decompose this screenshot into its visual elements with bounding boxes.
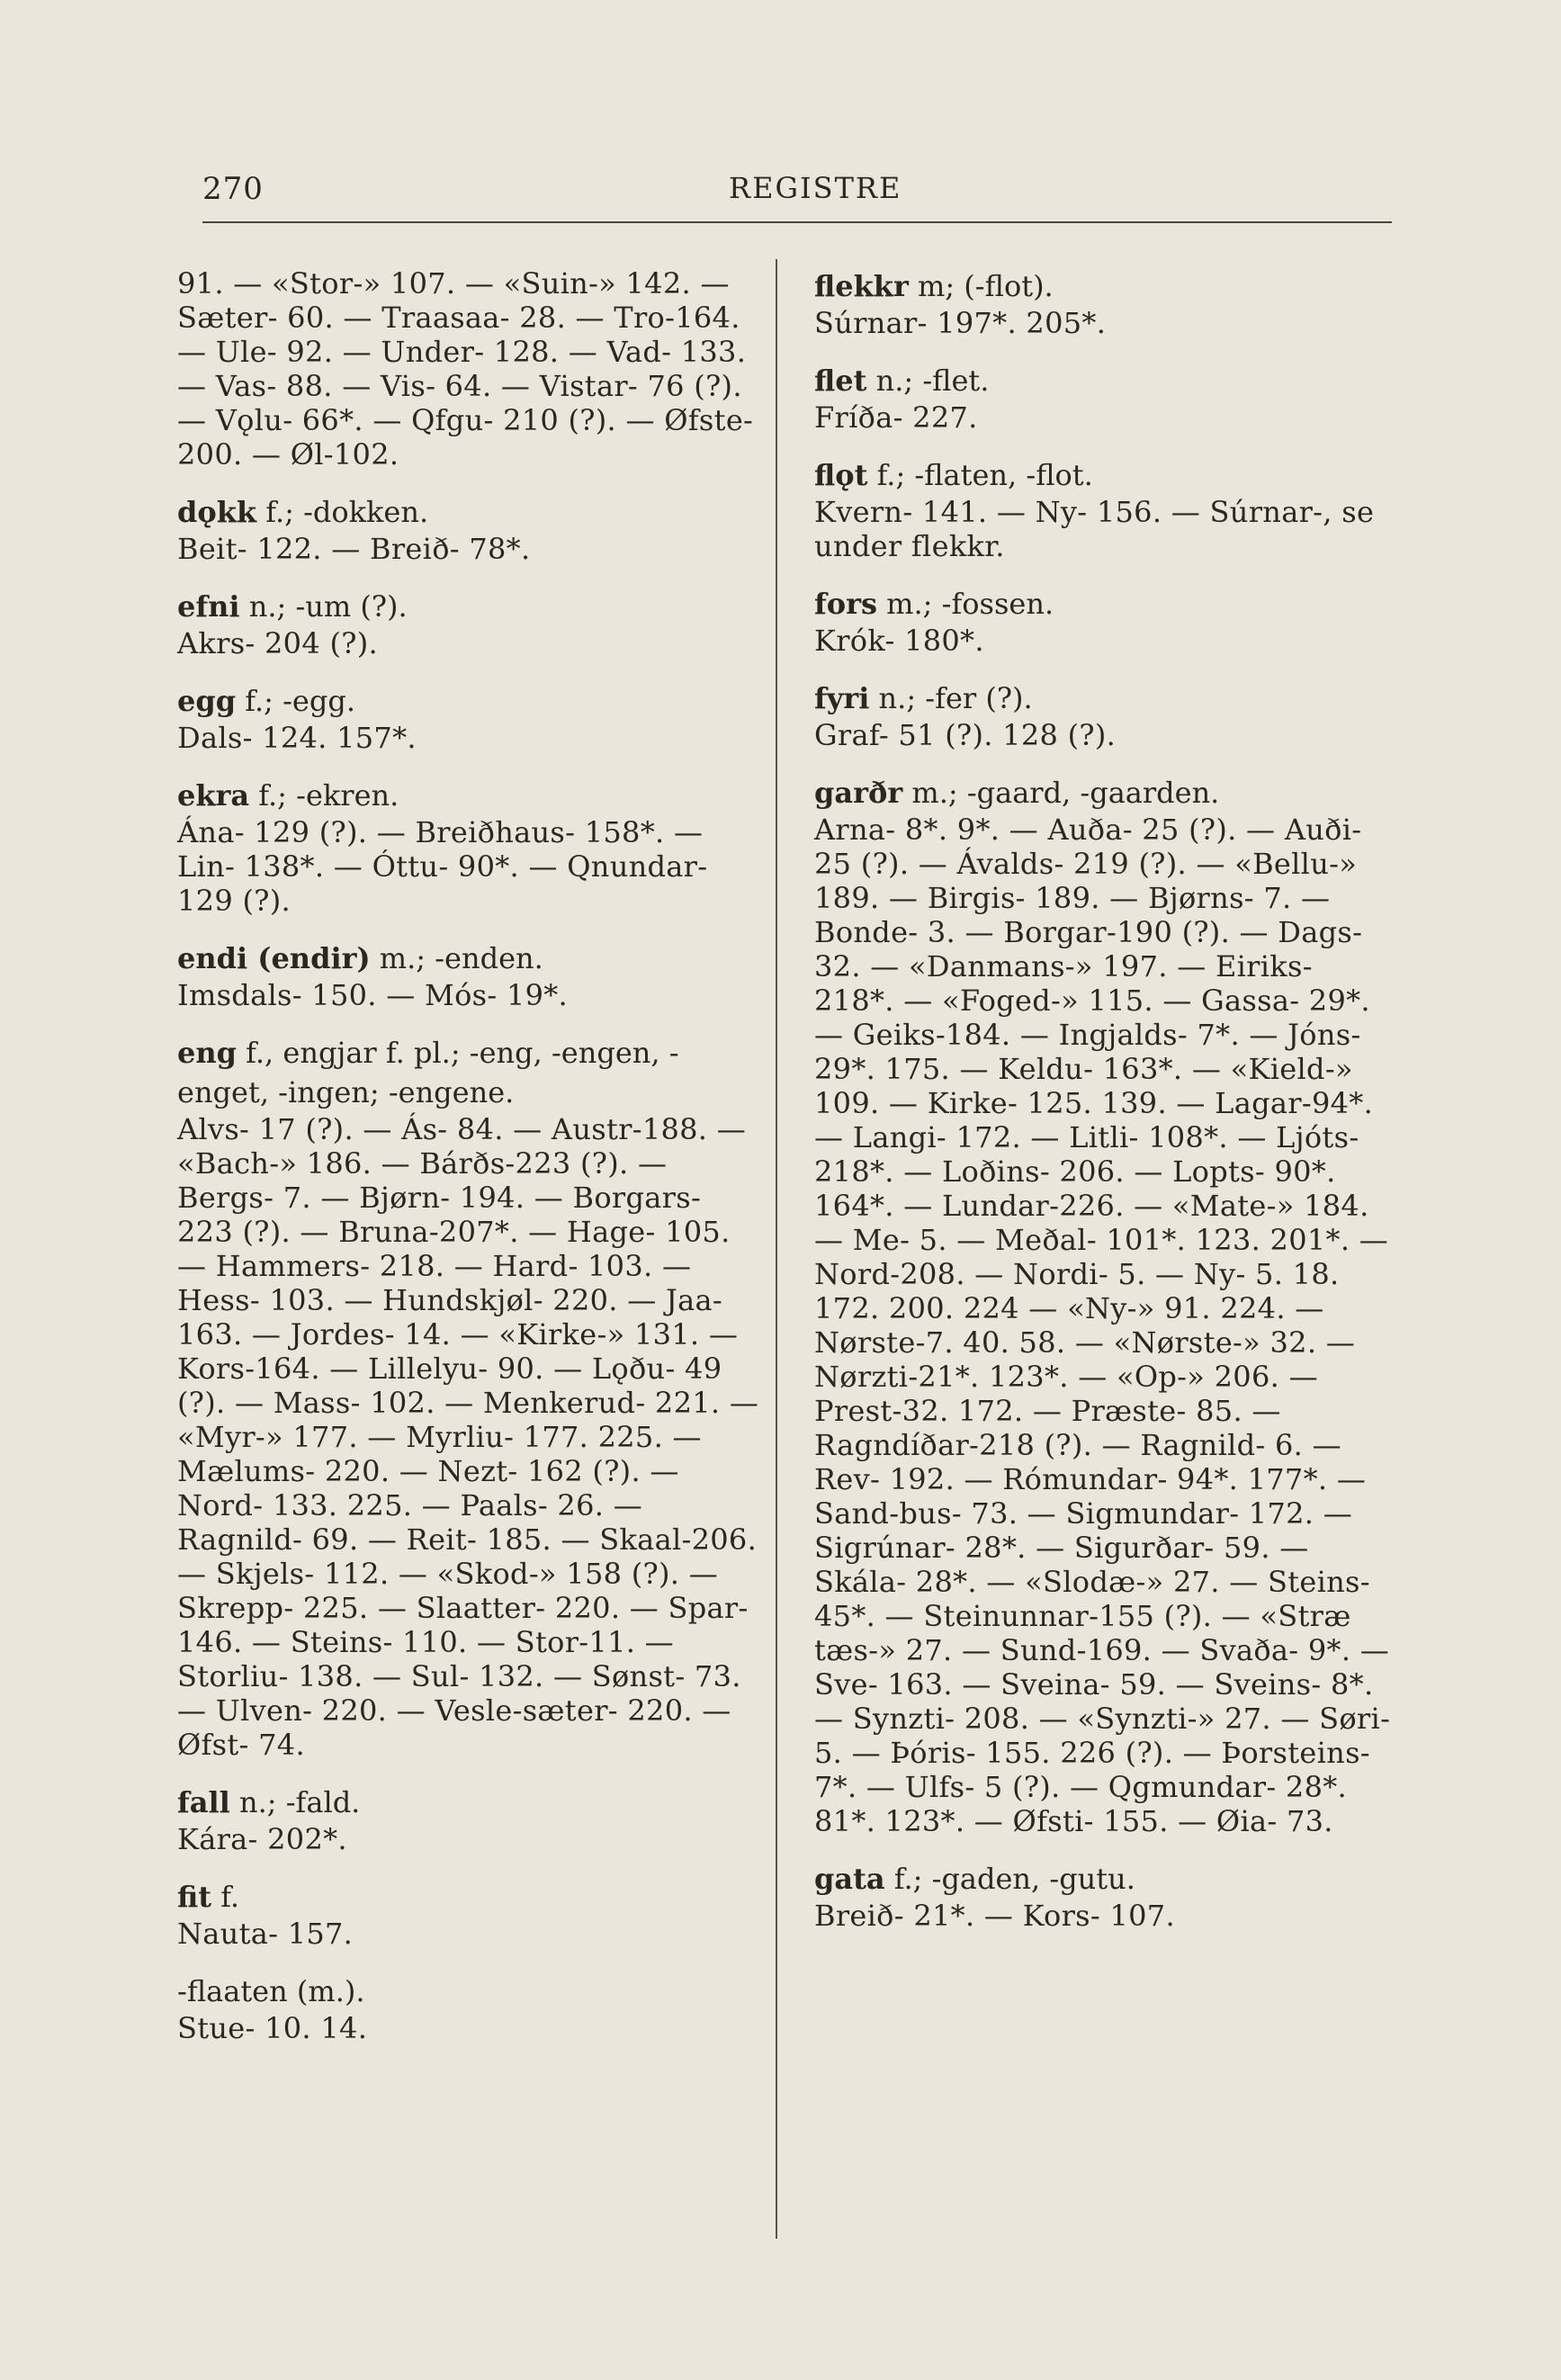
entry-headword-line <box>177 1783 762 1822</box>
entry-headword-line <box>177 1971 762 2011</box>
entry-grammar: n.; -flet. <box>866 364 990 398</box>
index-entry <box>177 776 762 918</box>
entry-headword-line <box>814 678 1399 718</box>
entry-headword: eng <box>177 1036 237 1070</box>
entry-headword-line <box>177 1877 762 1917</box>
entry-headword-line <box>177 776 762 815</box>
index-entry <box>814 678 1399 752</box>
entry-headword: dǫkk <box>177 495 257 529</box>
entry-headword: fyri <box>814 681 870 715</box>
entry-grammar: n.; -fald. <box>229 1785 361 1819</box>
entry-forms: Graf- 51 (?). 128 (?). <box>814 718 1117 752</box>
entry-grammar: n.; -um (?). <box>239 589 408 624</box>
entry-forms: Akrs- 204 (?). <box>177 626 378 660</box>
entry-forms: Kvern- 141. — Ny- 156. — Súrnar-, se under flekkr. <box>814 495 1375 563</box>
entry-headword: endi (endir) <box>177 941 371 975</box>
entry-grammar: f.; -ekren. <box>249 778 399 813</box>
index-entry <box>814 1859 1399 1933</box>
index-entry <box>177 1783 762 1856</box>
entry-forms: Beit- 122. — Breið- 78*. <box>177 532 531 566</box>
running-head: REGISTRE <box>729 171 902 205</box>
entry-headword-line <box>177 939 762 978</box>
entry-headword: fall <box>177 1785 230 1819</box>
index-entry <box>177 1033 762 1762</box>
entry-forms: Kára- 202*. <box>177 1822 347 1856</box>
left-column <box>177 266 762 2045</box>
entry-grammar: f., engjar f. pl.; -eng, -engen, -enget, -ingen; -engene. <box>177 1036 679 1109</box>
entry-forms: Breið- 21*. — Kors- 107. <box>814 1899 1175 1933</box>
index-entry <box>177 1877 762 1951</box>
entry-headword-line <box>177 587 762 626</box>
entry-headword: fors <box>814 587 877 621</box>
index-entry <box>177 266 762 472</box>
entry-grammar: f.; -dokken. <box>256 495 429 529</box>
column-divider <box>776 259 777 2239</box>
entry-headword-line <box>814 1859 1399 1899</box>
entry-grammar: m; (-flot). <box>908 269 1054 303</box>
entry-headword: fit <box>177 1880 212 1914</box>
entry-forms: Ána- 129 (?). — Breiðhaus- 158*. — Lin- 138*. — Óttu- 90*. — Qnundar- 129 (?). <box>177 815 708 918</box>
entry-headword-line <box>814 455 1399 495</box>
index-entry <box>177 681 762 755</box>
right-column <box>814 266 1399 1933</box>
entry-headword-line <box>814 266 1399 306</box>
entry-headword-line <box>177 681 762 721</box>
index-entry <box>814 266 1399 340</box>
entry-forms: Fríða- 227. <box>814 400 978 435</box>
entry-forms: Dals- 124. 157*. <box>177 721 417 755</box>
entry-forms: 91. — «Stor-» 107. — «Suin-» 142. — Sæter- 60. — Traasaa- 28. — Tro-164. — Ule- 92. — Under- 128. — Vad- 133. — Vas- 88. — Vis- 64. — Vistar- 76 (?). — Vǫlu- 66*. — Qfgu- 210 (?). — Øfste- 200. — Øl-102. <box>177 266 754 472</box>
entry-headword: flǫt <box>814 458 868 492</box>
entry-headword: garðr <box>814 776 903 810</box>
entry-headword: flet <box>814 364 867 398</box>
entry-forms: Alvs- 17 (?). — Ás- 84. — Austr-188. — «Bach-» 186. — Bárðs-223 (?). — Bergs- 7. — Bjørn- 194. — Borgars- 223 (?). — Bruna-207*. — Hage- 105. — Hammers- 218. — Hard- 103. — Hess- 103. — Hundskjøl- 220. — Jaa- 163. — Jordes- 14. — «Kirke-» 131. — Kors-164. — Lillelyu- 90. — Lǫðu- 49 (?). — Mass- 102. — Menkerud- 221. — «Myr-» 177. — Myrliu- 177. 225. — Mælums- 220. — Nezt- 162 (?). — Nord- 133. 225. — Paals- 26. — Ragnild- 69. — Reit- 185. — Skaal-206. — Skjels- 112. — «Skod-» 158 (?). — Skrepp- 225. — Slaatter- 220. — Spar- 146. — Steins- 110. — Stor-11. — Storliu- 138. — Sul- 132. — Sønst- 73. — Ulven- 220. — Vesle-sæter- 220. — Øfst- 74. <box>177 1112 759 1762</box>
entry-grammar: m.; -enden. <box>370 941 543 975</box>
entry-grammar: n.; -fer (?). <box>869 681 1033 715</box>
index-entry <box>814 773 1399 1838</box>
entry-headword: efni <box>177 589 240 624</box>
header-rule <box>202 221 1392 223</box>
entry-headword: ekra <box>177 778 250 813</box>
index-entry <box>177 939 762 1012</box>
entry-forms: Stue- 10. 14. <box>177 2011 368 2045</box>
entry-forms: Imsdals- 150. — Mós- 19*. <box>177 978 569 1012</box>
entry-headword: egg <box>177 684 237 718</box>
entry-grammar: m.; -fossen. <box>876 587 1054 621</box>
entry-headword-line <box>814 584 1399 624</box>
index-entry <box>814 584 1399 658</box>
index-entry <box>177 587 762 660</box>
entry-grammar: f.; -egg. <box>236 684 355 718</box>
page-number: 270 <box>202 171 264 207</box>
entry-grammar: m.; -gaard, -gaarden. <box>902 776 1220 810</box>
entry-headword-line <box>814 773 1399 813</box>
entry-grammar: -flaaten (m.). <box>177 1974 365 2008</box>
index-entry <box>814 455 1399 563</box>
entry-grammar: f.; -gaden, -gutu. <box>884 1862 1135 1896</box>
entry-headword: flekkr <box>814 269 909 303</box>
index-entry <box>177 492 762 566</box>
index-entry <box>814 361 1399 435</box>
page-header <box>202 171 1392 225</box>
entry-forms: Krók- 180*. <box>814 624 984 658</box>
entry-forms: Arna- 8*. 9*. — Auða- 25 (?). — Auði- 25 (?). — Ávalds- 219 (?). — «Bellu-» 189. — Birgis- 189. — Bjørns- 7. — Bonde- 3. — Borgar-190 (?). — Dags- 32. — «Danmans-» 197. — Eiriks- 218*. — «Foged-» 115. — Gassa- 29*. — Geiks-184. — Ingjalds- 7*. — Jóns-29*. 175. — Keldu- 163*. — «Kield-» 109. — Kirke- 125. 139. — Lagar-94*. — Langi- 172. — Litli- 108*. — Ljóts- 218*. — Loðins- 206. — Lopts- 90*. 164*. — Lundar-226. — «Mate-» 184. — Me- 5. — Meðal- 101*. 123. 201*. — Nord-208. — Nordi- 5. — Ny- 5. 18. 172. 200. 224 — «Ny-» 91. 224. — Nørste-7. 40. 58. — «Nørste-» 32. — Nørzti-21*. 123*. — «Op-» 206. — Prest-32. 172. — Præste- 85. — Ragndíðar-218 (?). — Ragnild- 6. — Rev- 192. — Rómundar- 94*. 177*. — Sand-bus- 73. — Sigmundar- 172. — Sigrúnar- 28*. — Sigurðar- 59. — Skála- 28*. — «Slodæ-» 27. — Steins- 45*. — Steinunnar-155 (?). — «Stræ tæs-» 27. — Sund-169. — Svaða- 9*. — Sve- 163. — Sveina- 59. — Sveins- 8*. — Synzti- 208. — «Synzti-» 27. — Søri- 5. — Þóris- 155. 226 (?). — Þorsteins- 7*. — Ulfs- 5 (?). — Qgmundar- 28*. 81*. 123*. — Øfsti- 155. — Øia- 73. <box>814 813 1391 1838</box>
entry-headword-line <box>814 361 1399 400</box>
entry-forms: Nauta- 157. <box>177 1917 354 1951</box>
entry-headword-line <box>177 1033 762 1112</box>
entry-headword: gata <box>814 1862 885 1896</box>
entry-grammar: f. <box>211 1880 240 1914</box>
entry-forms: Súrnar- 197*. 205*. <box>814 306 1107 340</box>
entry-headword-line <box>177 492 762 532</box>
entry-grammar: f.; -flaten, -flot. <box>867 458 1093 492</box>
index-entry <box>177 1971 762 2045</box>
